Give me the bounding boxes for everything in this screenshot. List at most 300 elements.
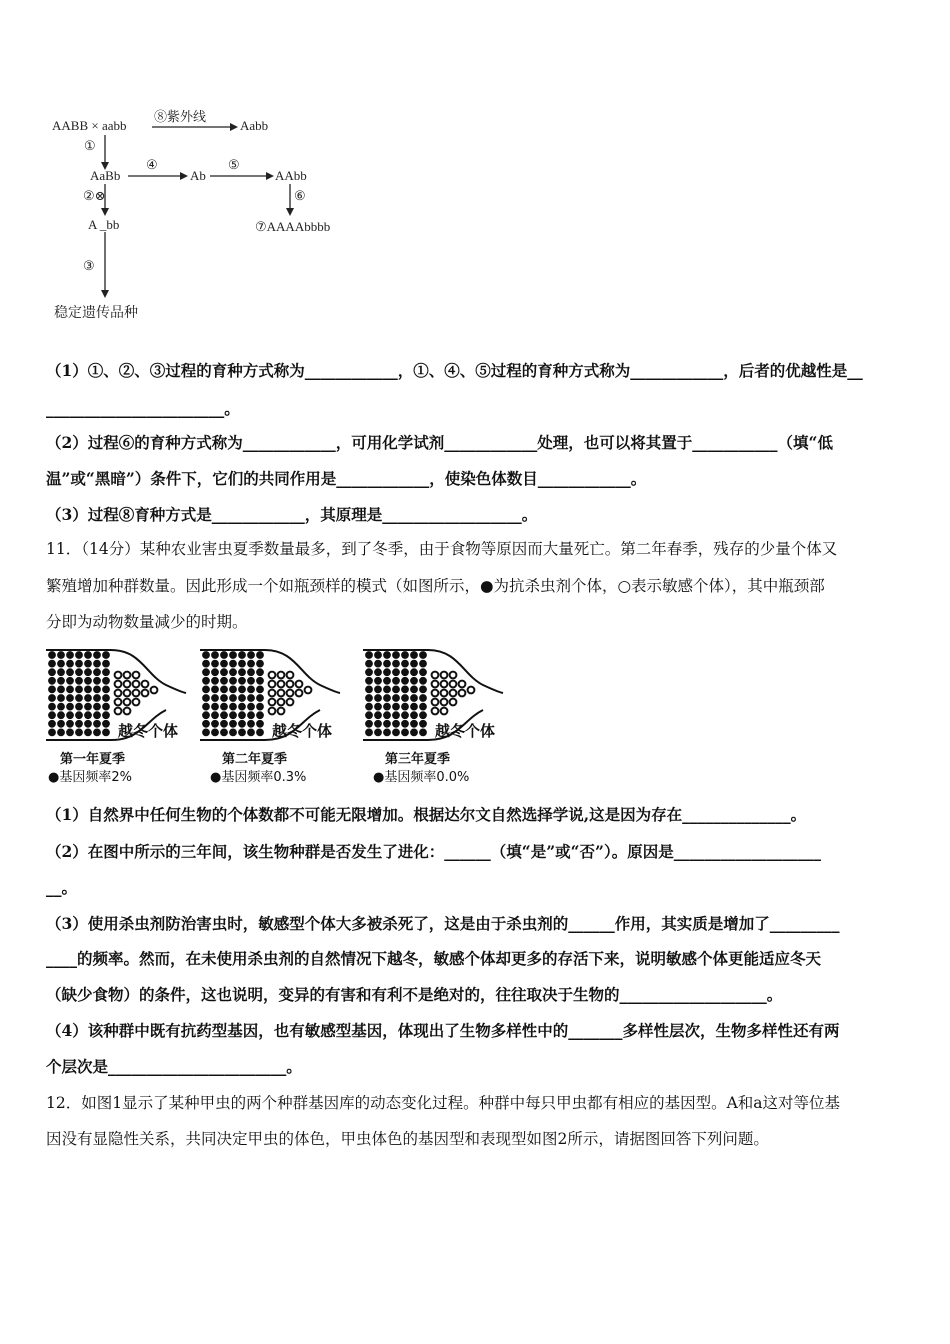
sensitive-individual <box>432 672 439 679</box>
population-dot <box>248 703 255 710</box>
population-dot <box>420 652 427 659</box>
resistant-individual <box>203 686 210 693</box>
population-dot <box>49 660 56 667</box>
population-dot <box>384 669 391 676</box>
step5-label: ⑤ <box>228 157 240 172</box>
population-dot <box>203 695 210 702</box>
population-dot <box>411 669 418 676</box>
population-dot <box>248 686 255 693</box>
population-dot <box>58 703 65 710</box>
population-dot <box>221 712 228 719</box>
population-dot <box>94 652 101 659</box>
q11-q4b: 个层次是_______________________。 <box>46 1057 302 1076</box>
population-dot <box>221 660 228 667</box>
q11-line1: 11．（14分）某种农业害虫夏季数量最多，到了冬季，由于食物等原因而大量死亡。第二年春季，残存的少量个体又 <box>46 540 838 558</box>
gene-freq-label-1: ●基因频率2% <box>48 770 132 785</box>
overwinter-label-1: 越冬个体 <box>118 722 179 740</box>
scheme-arrows <box>50 100 350 330</box>
population-dot <box>212 695 219 702</box>
population-dot <box>94 729 101 736</box>
population-dot <box>76 712 83 719</box>
population-dot <box>384 712 391 719</box>
population-dot <box>375 703 382 710</box>
population-dot <box>221 703 228 710</box>
q11-q1: （1）自然界中任何生物的个体数都不可能无限增加。根据达尔文自然选择学说,这是因为存在______________。 <box>46 805 807 824</box>
sensitive-individual <box>432 708 439 715</box>
population-dot <box>393 677 400 684</box>
population-dot <box>230 703 237 710</box>
population-dot <box>239 695 246 702</box>
population-dot <box>49 729 56 736</box>
sensitive-individual <box>124 699 131 706</box>
sensitive-individual <box>432 690 439 697</box>
population-dot <box>411 652 418 659</box>
haploid-label: Ab <box>190 168 206 183</box>
sensitive-individual <box>441 690 448 697</box>
population-dot <box>375 677 382 684</box>
population-dot <box>420 677 427 684</box>
population-dot <box>76 720 83 727</box>
population-dot <box>420 660 427 667</box>
population-dot <box>212 703 219 710</box>
sensitive-individual <box>287 681 294 688</box>
sensitive-individual <box>133 672 140 679</box>
bottleneck-figure-1 <box>46 645 216 785</box>
population-dot <box>212 712 219 719</box>
population-dot <box>257 703 264 710</box>
population-dot <box>393 686 400 693</box>
population-dot <box>248 712 255 719</box>
q12-line2: 因没有显隐性关系，共同决定甲虫的体色，甲虫体色的基因型和表现型如图2所示，请据图回答下列问题。 <box>46 1130 769 1148</box>
population-dot <box>239 669 246 676</box>
population-dot <box>85 695 92 702</box>
population-dot <box>103 695 110 702</box>
sensitive-individual <box>287 690 294 697</box>
season-label-2: 第二年夏季 <box>222 752 288 767</box>
population-dot <box>257 695 264 702</box>
population-dot <box>402 720 409 727</box>
population-dot <box>402 669 409 676</box>
sensitive-individual <box>278 690 285 697</box>
population-dot <box>76 652 83 659</box>
sensitive-individual <box>278 681 285 688</box>
population-dot <box>257 652 264 659</box>
population-dot <box>239 712 246 719</box>
sensitive-individual <box>296 681 303 688</box>
population-dot <box>411 686 418 693</box>
resistant-individual <box>49 669 56 676</box>
sensitive-individual <box>115 708 122 715</box>
sensitive-individual <box>459 681 466 688</box>
sensitive-individual <box>124 708 131 715</box>
population-dot <box>366 703 373 710</box>
population-dot <box>393 695 400 702</box>
population-dot <box>49 695 56 702</box>
population-dot <box>402 703 409 710</box>
gene-freq-label-3: ●基因频率0.0% <box>373 770 470 785</box>
population-dot <box>58 729 65 736</box>
tetraploid-label: ⑦AAAAbbbb <box>255 219 331 234</box>
population-dot <box>67 729 74 736</box>
population-dot <box>230 712 237 719</box>
population-dot <box>384 652 391 659</box>
population-dot <box>103 686 110 693</box>
q11-q4a: （4）该种群中既有抗药型基因，也有敏感型基因，体现出了生物多样性中的_______多样性层次，生物多样性还有两 <box>46 1021 840 1040</box>
population-dot <box>402 677 409 684</box>
sensitive-individual <box>287 672 294 679</box>
sensitive-individual <box>278 708 285 715</box>
a-bb-label: A _bb <box>88 217 120 232</box>
resistant-individual <box>49 686 56 693</box>
population-dot <box>58 677 65 684</box>
sensitive-individual <box>124 690 131 697</box>
sensitive-individual <box>468 687 475 694</box>
resistant-individual <box>49 652 56 659</box>
population-dot <box>366 660 373 667</box>
population-dot <box>85 712 92 719</box>
aabb2-label: AAbb <box>275 168 307 183</box>
population-dot <box>212 686 219 693</box>
sensitive-individual <box>278 699 285 706</box>
population-dot <box>366 720 373 727</box>
population-dot <box>103 677 110 684</box>
population-dot <box>58 712 65 719</box>
population-dot <box>94 720 101 727</box>
population-dot <box>366 677 373 684</box>
sensitive-individual <box>450 699 457 706</box>
q11-line3: 分即为动物数量减少的时期。 <box>46 613 248 631</box>
sensitive-individual <box>269 681 276 688</box>
population-dot <box>420 720 427 727</box>
population-dot <box>257 669 264 676</box>
population-dot <box>375 729 382 736</box>
population-dot <box>221 720 228 727</box>
population-dot <box>393 660 400 667</box>
population-dot <box>366 695 373 702</box>
season-label-3: 第三年夏季 <box>385 752 451 767</box>
population-dot <box>212 720 219 727</box>
population-dot <box>411 712 418 719</box>
population-dot <box>67 652 74 659</box>
q10-line5: （3）过程⑧育种方式是____________，其原理是__________________。 <box>46 505 538 524</box>
bottleneck-figure-3 <box>363 645 533 785</box>
population-dot <box>58 720 65 727</box>
population-dot <box>366 652 373 659</box>
population-dot <box>67 677 74 684</box>
step3-label: ③ <box>83 258 95 273</box>
population-dot <box>221 686 228 693</box>
population-dot <box>384 686 391 693</box>
population-dot <box>248 720 255 727</box>
step2-self-label: ②⊗ <box>83 188 106 203</box>
population-dot <box>384 729 391 736</box>
population-dot <box>248 677 255 684</box>
f1-label: AaBb <box>90 168 121 183</box>
population-dot <box>257 729 264 736</box>
gene-freq-label-2: ●基因频率0.3% <box>210 770 307 785</box>
q10-line1: （1）①、②、③过程的育种方式称为____________，①、④、⑤过程的育种方式称为____________，后者的优越性是__ <box>46 361 863 380</box>
population-dot <box>411 695 418 702</box>
population-dot <box>393 652 400 659</box>
population-dot <box>94 703 101 710</box>
population-dot <box>248 695 255 702</box>
population-dot <box>212 660 219 667</box>
population-dot <box>393 720 400 727</box>
population-dot <box>248 652 255 659</box>
overwinter-label-3: 越冬个体 <box>435 722 496 740</box>
sensitive-individual <box>124 681 131 688</box>
sensitive-individual <box>441 708 448 715</box>
population-dot <box>384 695 391 702</box>
population-dot <box>58 695 65 702</box>
population-dot <box>257 677 264 684</box>
population-dot <box>230 729 237 736</box>
population-dot <box>257 712 264 719</box>
sensitive-individual <box>115 681 122 688</box>
q11-line2: 繁殖增加种群数量。因此形成一个如瓶颈样的模式（如图所示，●为抗杀虫剂个体，○表示敏感个体），其中瓶颈部 <box>46 577 825 595</box>
population-dot <box>94 677 101 684</box>
population-dot <box>375 712 382 719</box>
q10-line2: _______________________。 <box>46 399 240 418</box>
population-dot <box>212 677 219 684</box>
sensitive-individual <box>432 681 439 688</box>
population-dot <box>230 652 237 659</box>
population-dot <box>103 720 110 727</box>
population-dot <box>76 677 83 684</box>
sensitive-individual <box>133 690 140 697</box>
population-dot <box>103 703 110 710</box>
population-dot <box>239 729 246 736</box>
sensitive-individual <box>151 687 158 694</box>
q11-q3b: ____的频率。然而，在未使用杀虫剂的自然情况下越冬，敏感个体却更多的存活下来，说明敏感个体更能适应冬天 <box>46 949 822 968</box>
population-dot <box>94 695 101 702</box>
sensitive-individual <box>269 672 276 679</box>
population-dot <box>94 660 101 667</box>
population-dot <box>402 660 409 667</box>
step1-label: ① <box>84 138 96 153</box>
parents-label: AABB × aabb <box>52 118 127 133</box>
population-dot <box>221 729 228 736</box>
population-dot <box>49 677 56 684</box>
step6-label: ⑥ <box>294 188 306 203</box>
population-dot <box>257 720 264 727</box>
population-dot <box>103 669 110 676</box>
population-dot <box>420 703 427 710</box>
stable-variety-label: 稳定遗传品种 <box>54 306 138 321</box>
population-dot <box>239 686 246 693</box>
population-dot <box>402 652 409 659</box>
sensitive-individual <box>441 672 448 679</box>
population-dot <box>221 677 228 684</box>
step4-label: ④ <box>146 157 158 172</box>
population-dot <box>58 686 65 693</box>
sensitive-individual <box>124 672 131 679</box>
q11-q2b: __。 <box>46 878 78 897</box>
sensitive-individual <box>133 681 140 688</box>
population-dot <box>212 652 219 659</box>
population-dot <box>203 660 210 667</box>
population-dot <box>393 729 400 736</box>
q10-line4: 温”或“黑暗”）条件下，它们的共同作用是____________，使染色体数目____________。 <box>46 469 647 488</box>
population-dot <box>76 729 83 736</box>
population-dot <box>103 729 110 736</box>
population-dot <box>203 712 210 719</box>
resistant-individual <box>49 703 56 710</box>
population-dot <box>248 729 255 736</box>
population-dot <box>221 652 228 659</box>
population-dot <box>384 703 391 710</box>
sensitive-individual <box>115 690 122 697</box>
breeding-scheme <box>50 100 350 330</box>
population-dot <box>257 686 264 693</box>
q12-line1: 12．如图1显示了某种甲虫的两个种群基因库的动态变化过程。种群中每只甲虫都有相应的基因型。A和a这对等位基 <box>46 1094 841 1112</box>
population-dot <box>221 669 228 676</box>
population-dot <box>248 660 255 667</box>
population-dot <box>375 669 382 676</box>
population-dot <box>76 669 83 676</box>
population-dot <box>221 695 228 702</box>
population-dot <box>420 695 427 702</box>
population-dot <box>411 703 418 710</box>
population-dot <box>76 695 83 702</box>
population-dot <box>67 695 74 702</box>
population-dot <box>67 686 74 693</box>
population-dot <box>203 677 210 684</box>
population-dot <box>420 686 427 693</box>
population-dot <box>67 669 74 676</box>
population-dot <box>76 703 83 710</box>
population-dot <box>411 677 418 684</box>
population-dot <box>85 660 92 667</box>
population-dot <box>85 669 92 676</box>
population-dot <box>230 720 237 727</box>
population-dot <box>411 720 418 727</box>
population-dot <box>94 669 101 676</box>
population-dot <box>230 660 237 667</box>
population-dot <box>248 669 255 676</box>
population-dot <box>85 686 92 693</box>
q11-q2a: （2）在图中所示的三年间，该生物种群是否发生了进化：______（填“是”或“否”）。原因是___________________ <box>46 842 821 861</box>
population-dot <box>67 712 74 719</box>
population-dot <box>393 669 400 676</box>
population-dot <box>411 729 418 736</box>
population-dot <box>94 712 101 719</box>
sensitive-individual <box>269 699 276 706</box>
population-dot <box>76 686 83 693</box>
bottleneck-figure-2 <box>200 645 370 785</box>
resistant-individual <box>203 652 210 659</box>
population-dot <box>402 712 409 719</box>
population-dot <box>203 729 210 736</box>
population-dot <box>103 712 110 719</box>
population-dot <box>420 669 427 676</box>
sensitive-individual <box>441 681 448 688</box>
sensitive-individual <box>296 690 303 697</box>
resistant-individual <box>203 669 210 676</box>
population-dot <box>212 669 219 676</box>
population-dot <box>230 669 237 676</box>
sensitive-individual <box>432 699 439 706</box>
population-dot <box>67 703 74 710</box>
sensitive-individual <box>115 672 122 679</box>
sensitive-individual <box>459 690 466 697</box>
population-dot <box>366 686 373 693</box>
sensitive-individual <box>115 699 122 706</box>
population-dot <box>393 703 400 710</box>
population-dot <box>58 669 65 676</box>
sensitive-individual <box>142 681 149 688</box>
population-dot <box>257 660 264 667</box>
step8-label: ⑧紫外线 <box>154 109 207 124</box>
population-dot <box>239 720 246 727</box>
sensitive-individual <box>133 699 140 706</box>
population-dot <box>393 712 400 719</box>
population-dot <box>239 660 246 667</box>
population-dot <box>49 712 56 719</box>
population-dot <box>58 652 65 659</box>
sensitive-individual <box>450 681 457 688</box>
sensitive-individual <box>441 699 448 706</box>
population-dot <box>203 720 210 727</box>
population-dot <box>402 729 409 736</box>
population-dot <box>239 677 246 684</box>
sensitive-individual <box>287 699 294 706</box>
population-dot <box>85 677 92 684</box>
population-dot <box>402 686 409 693</box>
population-dot <box>366 712 373 719</box>
population-dot <box>58 660 65 667</box>
population-dot <box>230 695 237 702</box>
population-dot <box>384 720 391 727</box>
overwinter-label-2: 越冬个体 <box>272 722 333 740</box>
population-dot <box>85 720 92 727</box>
population-dot <box>85 703 92 710</box>
population-dot <box>85 652 92 659</box>
population-dot <box>103 660 110 667</box>
population-dot <box>420 729 427 736</box>
sensitive-individual <box>450 690 457 697</box>
population-dot <box>67 720 74 727</box>
population-dot <box>67 660 74 667</box>
population-dot <box>384 660 391 667</box>
population-dot <box>402 695 409 702</box>
q11-q3a: （3）使用杀虫剂防治害虫时，敏感型个体大多被杀死了，这是由于杀虫剂的______作用，其实质是增加了_________ <box>46 914 840 933</box>
season-label-1: 第一年夏季 <box>60 752 126 767</box>
population-dot <box>239 652 246 659</box>
population-dot <box>420 712 427 719</box>
sensitive-individual <box>269 708 276 715</box>
population-dot <box>239 703 246 710</box>
population-dot <box>203 703 210 710</box>
population-dot <box>103 652 110 659</box>
population-dot <box>384 677 391 684</box>
population-dot <box>375 660 382 667</box>
sensitive-individual <box>278 672 285 679</box>
population-dot <box>375 720 382 727</box>
population-dot <box>375 652 382 659</box>
population-dot <box>366 729 373 736</box>
population-dot <box>94 686 101 693</box>
q11-q3c: （缺少食物）的条件，这也说明，变异的有害和有利不是绝对的，往往取决于生物的___________________。 <box>46 985 783 1004</box>
population-dot <box>375 695 382 702</box>
population-dot <box>411 660 418 667</box>
population-dot <box>366 669 373 676</box>
population-dot <box>230 686 237 693</box>
population-dot <box>212 729 219 736</box>
population-dot <box>375 686 382 693</box>
sensitive-individual <box>142 690 149 697</box>
population-dot <box>230 677 237 684</box>
